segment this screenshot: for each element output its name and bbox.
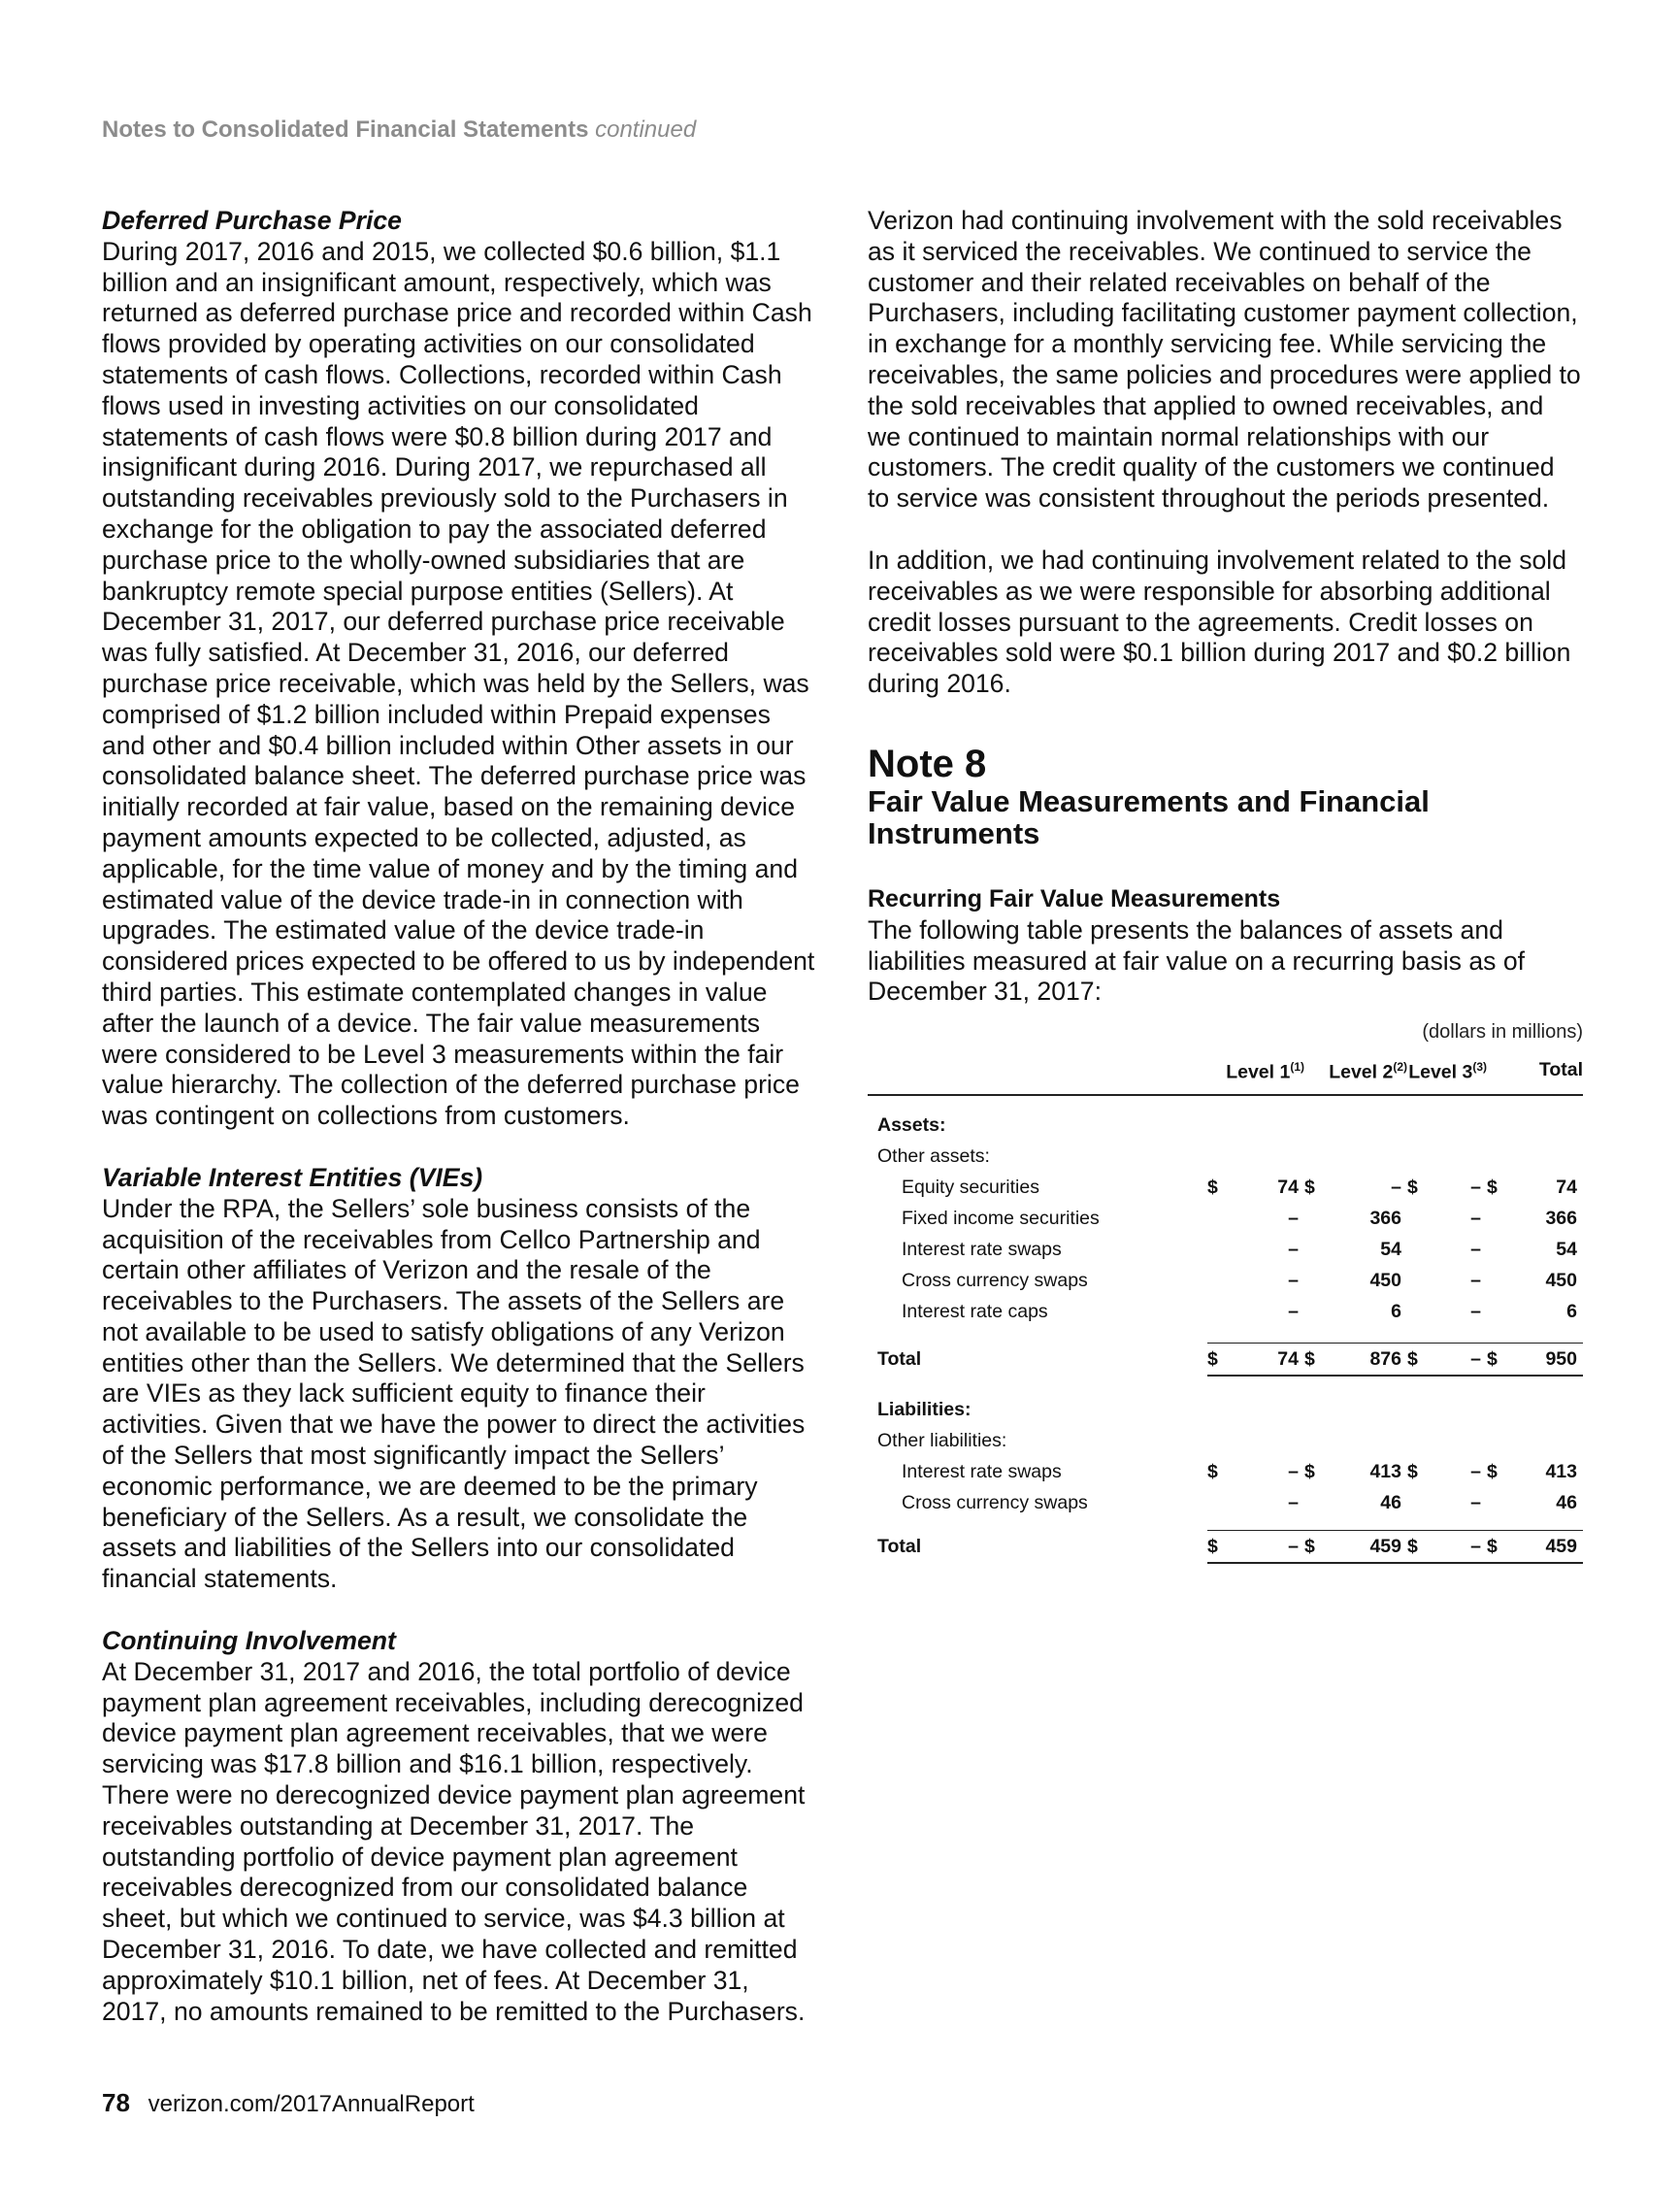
page-number: 78 — [102, 2088, 130, 2117]
section-body-vies: Under the RPA, the Sellers’ sole business consists of the acquisition of the receivables from Cellco Partnership and certain other affiliates of Verizon and the resale of the receivables to the Purchasers. The assets of the Sellers are not available to be used to satisfy obligations of any Verizon entities other than the Sellers. We determined that the Sellers are VIEs as they lack sufficient equity to finance their activities. Given that we have the power to direct the activities of the Sellers that most significantly impact the Sellers’ economic performance, we are deemed to be the primary beneficiary of the Sellers. As a result, we consolidate the assets and liabilities of the Sellers into our consolidated financial statements. — [102, 1193, 806, 1594]
liabilities-label: Liabilities: — [877, 1399, 972, 1421]
left-column — [102, 206, 817, 2027]
assets-total-row: Total $ 74 $ 876 $ – $ 950 — [868, 1344, 1583, 1377]
table-row: Fixed income securities – 366 – 366 — [902, 1208, 1577, 1230]
table-header-row — [868, 1052, 1583, 1095]
assets-label: Assets: — [877, 1114, 946, 1137]
paragraph-credit-losses: In addition, we had continuing involvement related to the sold receivables as we were responsible for absorbing additional credit losses pursuant to the agreements. Credit losses on receivables sold were $0.1 billion during 2017 and $0.2 billion during 2016. — [868, 545, 1571, 699]
subsection-heading: Recurring Fair Value Measurements — [868, 884, 1281, 912]
note-number: Note 8 — [868, 742, 987, 785]
section-body-continuing-involvement: At December 31, 2017 and 2016, the total portfolio of device payment plan agreement receivables, including derecognized device payment plan agreement receivables, that we were servicing was $17.8 billion and $16.1 billion, respectively. There were no derecognized device payment plan agreement receivables outstanding at December 31, 2017. The outstanding portfolio of device payment plan agreement receivables derecognized from our consolidated balance sheet, but which we continued to service, was $4.3 billion at December 31, 2016. To date, we have collected and remitted approximately $10.1 billion, net of fees. At December 31, 2017, no amounts remained to be remitted to the Purchasers. — [102, 1656, 806, 2026]
col-header-total: Total — [1487, 1052, 1583, 1095]
subsection-body: The following table presents the balances of assets and liabilities measured at fair value on a recurring basis as of December 31, 2017: — [868, 914, 1525, 1007]
note-title: Fair Value Measurements and Financial Instruments — [868, 783, 1430, 850]
paragraph-servicing: Verizon had continuing involvement with the sold receivables as it serviced the receivables. We continued to service the customer and their related receivables on behalf of the Purchasers, including facilitating customer payment collection, in exchange for a monthly servicing fee. While servicing the receivables, the same policies and procedures were applied to the sold receivables that applied to owned receivables, and we continued to maintain normal relationships with our customers. The credit quality of the customers we continued to service was consistent throughout the periods presented. — [868, 206, 1581, 514]
col-header-level3: Level 3$^{(3)}$ — [1407, 1052, 1487, 1095]
table-units: (dollars in millions) — [1422, 1021, 1583, 1044]
footer-url: verizon.com/2017AnnualReport — [148, 2091, 475, 2117]
header-title: Notes to Consolidated Financial Statements — [102, 116, 589, 143]
right-column — [868, 206, 1583, 1564]
table-row: Interest rate caps – 6 – 6 — [902, 1301, 1577, 1323]
page-footer — [102, 2088, 475, 2118]
table-row: Cross currency swaps – 46 – 46 — [902, 1492, 1577, 1514]
liabilities-total-row: Total $ – $ 459 $ – $ 459 — [868, 1531, 1583, 1564]
table-row: Equity securities $ 74 $ – $ – $ 74 — [902, 1177, 1577, 1199]
col-header-level2: Level 2$^{(2)}$ — [1304, 1052, 1407, 1095]
other-assets-label: Other assets: — [877, 1145, 990, 1168]
table-row: Interest rate swaps $ – $ 413 $ – $ 413 — [902, 1461, 1577, 1483]
page-header — [102, 116, 696, 144]
section-body-deferred-purchase-price: During 2017, 2016 and 2015, we collected $0.6 billion, $1.1 billion and an insignificant amount, respectively, which was returned as deferred purchase price and recorded within Cash flows provided by operating activities on our consolidated statements of cash flows. Collections, recorded within Cash flows used in investing activities on our consolidated statements of cash flows were $0.8 billion during 2017 and insignificant during 2016. During 2017, we repurchased all outstanding receivables previously sold to the Purchasers in exchange for the obligation to pay the associated deferred purchase price to the wholly-owned subsidiaries that are bankruptcy remote special purpose entities (Sellers). At December 31, 2017, our deferred purchase price receivable was fully satisfied. At December 31, 2016, our deferred purchase price receivable, which was held by the Sellers, was comprised of $1.2 billion included within Prepaid expenses and other and $0.4 billion included within Other assets in our consolidated balance sheet. The deferred purchase price was initially recorded at fair value, based on the remaining device payment amounts expected to be collected, adjusted, as applicable, for the time value of money and by the timing and estimated value of the device trade-in in connection with upgrades. The estimated value of the device trade-in considered prices expected to be offered to us by independent third parties. This estimate contemplated changes in value after the launch of a device. The fair value measurements were considered to be Level 3 measurements within the fair value hierarchy. The collection of the deferred purchase price was contingent on collections from customers. — [102, 236, 815, 1131]
other-liabilities-label: Other liabilities: — [877, 1430, 1007, 1452]
fair-value-table — [868, 1052, 1583, 1564]
section-heading-vies: Variable Interest Entities (VIEs) — [102, 1162, 483, 1192]
table-row: Cross currency swaps – 450 – 450 — [902, 1270, 1577, 1292]
col-header-level1: Level 1$^{(1)}$ — [1207, 1052, 1304, 1095]
table-row: Interest rate swaps – 54 – 54 — [902, 1239, 1577, 1261]
section-heading-deferred-purchase-price: Deferred Purchase Price — [102, 206, 402, 235]
header-continued: continued — [595, 116, 697, 143]
section-heading-continuing-involvement: Continuing Involvement — [102, 1626, 396, 1656]
